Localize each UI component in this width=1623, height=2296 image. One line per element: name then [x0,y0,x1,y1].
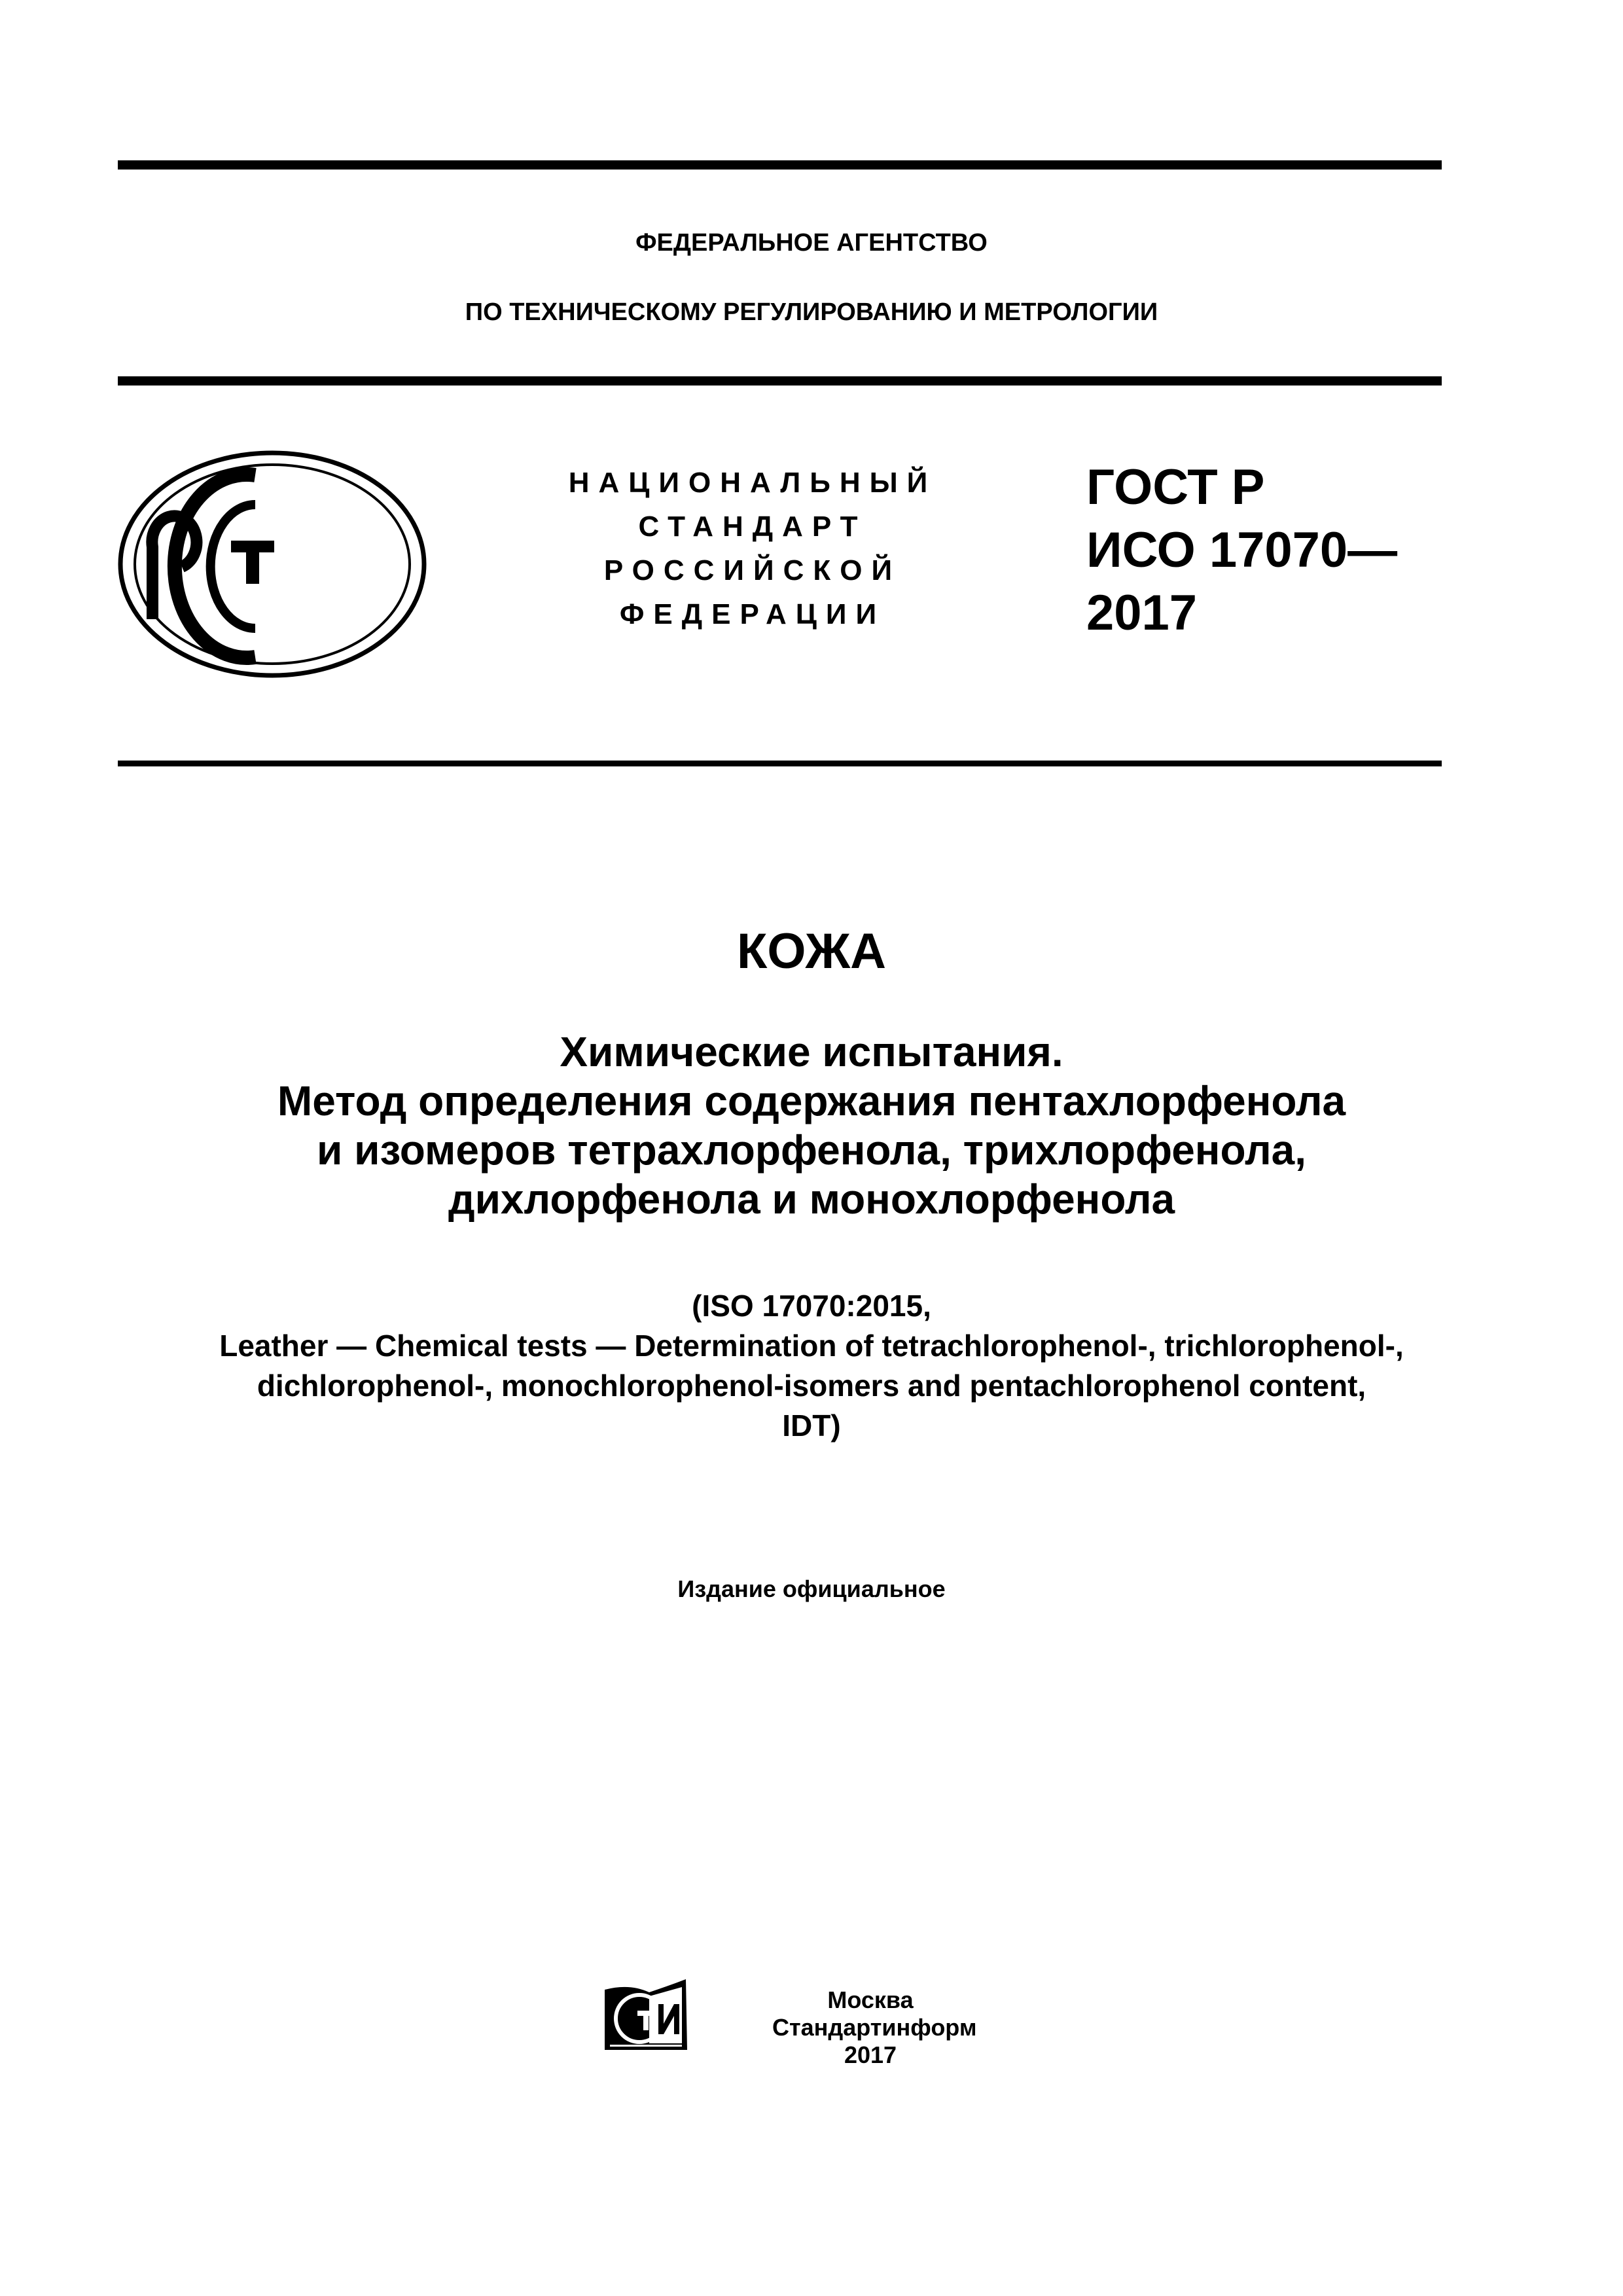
iso-line: IDT) [782,1408,841,1443]
subtitle-line: Химические испытания. [560,1028,1063,1075]
block-rule [118,761,1442,766]
national-line: НАЦИОНАЛЬНЫЙ [568,467,937,499]
publisher-year: 2017 [844,2041,897,2068]
document-title: КОЖА [736,924,887,979]
national-standard-label [497,461,1008,636]
iso-reference [0,1286,1623,1446]
subtitle-line: дихлорфенола и монохлорфенола [448,1175,1175,1223]
iso-line: (ISO 17070:2015, [692,1289,931,1323]
publisher-info [772,1986,977,2069]
agency-line-1: ФЕДЕРАЛЬНОЕ АГЕНТСТВО [635,229,988,257]
agency-line-2: ПО ТЕХНИЧЕСКОМУ РЕГУЛИРОВАНИЮ И МЕТРОЛОГИИ [465,298,1158,326]
publisher-city: Москва [827,1986,914,2013]
edition-label: Издание официальное [677,1575,946,1602]
designation-line: ГОСТ Р [1086,459,1265,515]
document-subtitle [0,1028,1623,1224]
subtitle-line: и изомеров тетрахлорфенола, трихлорфенола, [317,1126,1306,1174]
designation-line: ИСО 17070— [1086,522,1398,578]
national-line: СТАНДАРТ [638,511,867,543]
standard-designation [1086,456,1397,645]
national-line: РОССИЙСКОЙ [603,554,902,586]
top-rule [118,160,1442,170]
standartinform-logo-icon [603,1978,688,2050]
iso-line: dichlorophenol-, monochlorophenol-isomers and pentachlorophenol content, [257,1369,1366,1403]
rst-logo-icon [116,449,431,681]
subtitle-line: Метод определения содержания пентахлорфенола [277,1077,1346,1124]
national-line: ФЕДЕРАЦИИ [619,598,886,630]
designation-line: 2017 [1086,585,1198,641]
publisher-name: Стандартинформ [772,2014,977,2041]
header-rule [118,376,1442,386]
iso-line: Leather — Chemical tests — Determination of tetrachlorophenol-, trichlorophenol-, [219,1329,1404,1363]
